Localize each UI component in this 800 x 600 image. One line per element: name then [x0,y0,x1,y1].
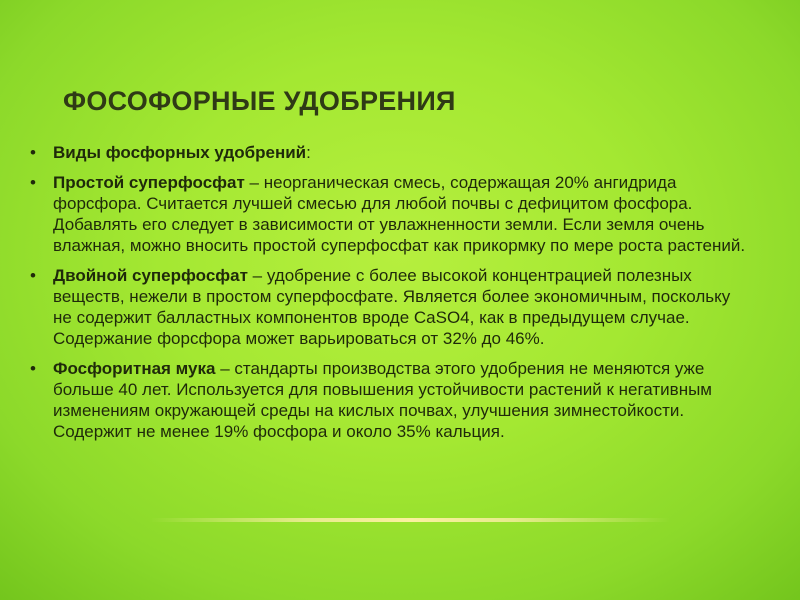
decorative-divider [150,518,670,522]
bullet-dot-icon: • [30,266,36,285]
bullet-item-fertilizer-types [29,142,749,163]
bullet-text: – стандарты производства этого удобрения не меняются уже больше 40 лет. Используется для повышения устойчивости растений к негативным изменениям окружающей среды на кислых почвах, улучшения зимнестойкости. Содержит не менее 19% фосфора и около 35% кальция. [53,359,712,441]
bullet-term: Простой суперфосфат [53,173,245,192]
bullet-term: Фосфоритная мука [53,359,216,378]
bullet-list [29,142,749,442]
bullet-term: Виды фосфорных удобрений [53,143,307,162]
slide-title: ФОСОФОРНЫЕ УДОБРЕНИЯ [63,86,456,116]
slide-content [29,142,749,451]
bullet-item-phosphorite-flour [29,358,749,442]
bullet-item-simple-superphosphate [29,172,749,256]
bullet-term: Двойной суперфосфат [53,266,248,285]
bullet-text: – удобрение с более высокой концентрацией полезных веществ, нежели в простом суперфосфате. Является более экономичным, поскольку не содержит балластных компонентов вроде CaSO4, как в предыдущем случае. Содержание форсфора может варьироваться от 32% до 46%. [53,266,731,348]
bullet-dot-icon: • [30,143,36,162]
bullet-dot-icon: • [30,359,36,378]
bullet-dot-icon: • [30,173,36,192]
bullet-item-double-superphosphate [29,265,749,349]
bullet-text: : [306,143,311,162]
bullet-text: – неорганическая смесь, содержащая 20% ангидрида форсфора. Считается лучшей смесью для любой почвы с дефицитом фосфора. Добавлять его следует в зависимости от увлажненности земли. Если земля очень влажная, можно вносить простой суперфосфат как прикормку по мере роста растений. [53,173,746,255]
